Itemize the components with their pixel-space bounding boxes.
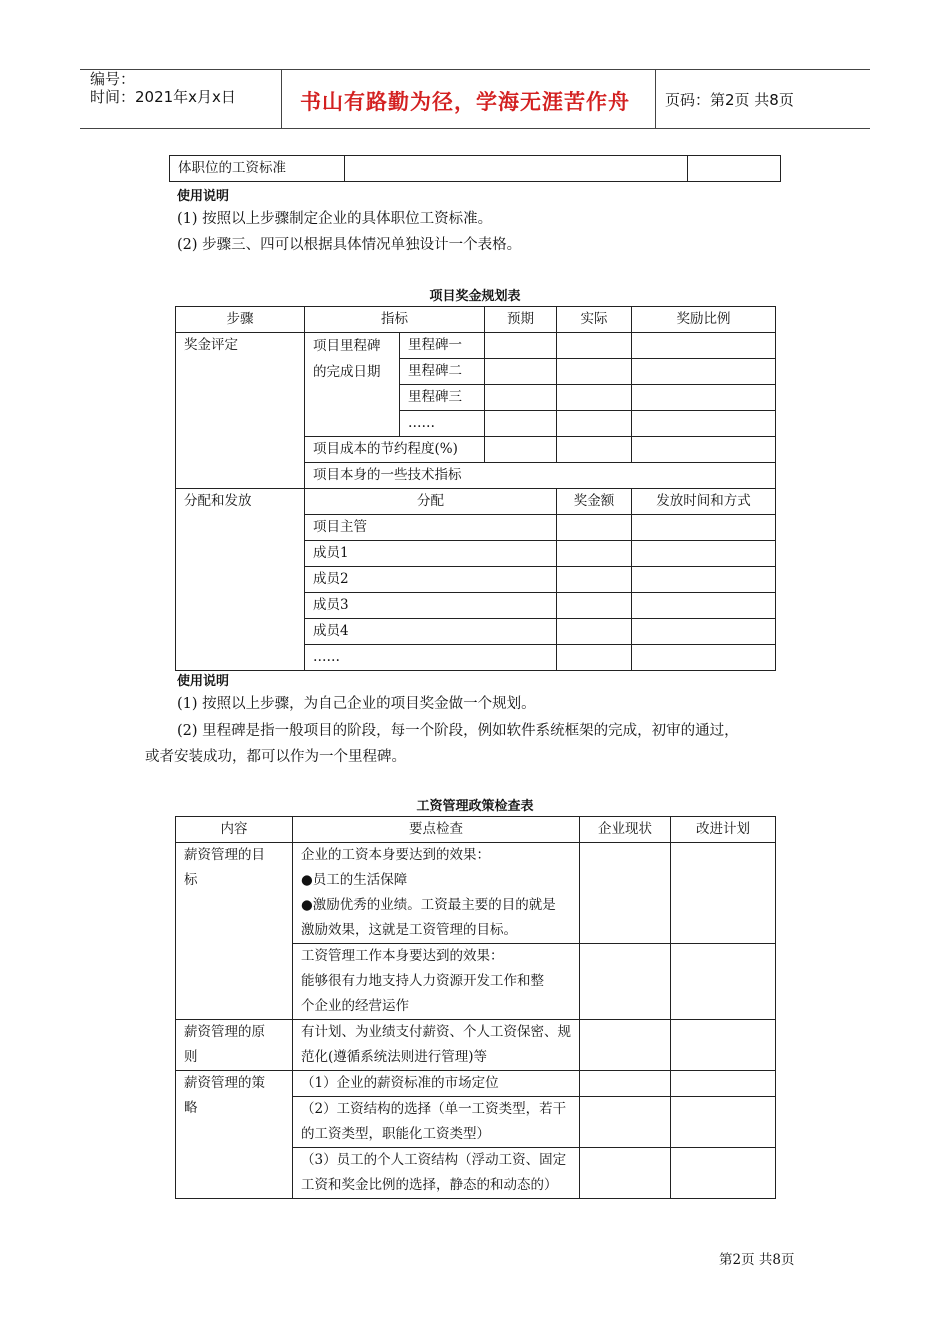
column-header: 发放时间和方式 — [632, 489, 776, 515]
header-divider — [281, 69, 282, 128]
column-header: 奖金额 — [557, 489, 632, 515]
usage-notes-title: 使用说明 — [177, 674, 230, 689]
policy-table-title: 工资管理政策检查表 — [416, 799, 534, 814]
milestone-label: …… — [400, 411, 485, 437]
column-header: 企业现状 — [580, 817, 671, 843]
member-label: 成员4 — [305, 619, 557, 645]
column-header: 分配 — [305, 489, 557, 515]
section-label: 奖金评定 — [176, 333, 305, 489]
table-cell — [688, 156, 781, 182]
column-header: 内容 — [176, 817, 293, 843]
doc-date-label: 时间：2021年x月x日 — [90, 88, 236, 106]
column-header: 奖励比例 — [632, 307, 776, 333]
member-label: 项目主管 — [305, 515, 557, 541]
column-header: 要点检查 — [293, 817, 580, 843]
salary-policy-table — [175, 816, 776, 1199]
content-cell: 薪资管理的目 标 — [176, 843, 293, 1020]
salary-standard-table — [169, 155, 781, 182]
column-header: 预期 — [485, 307, 557, 333]
column-header: 改进计划 — [671, 817, 776, 843]
milestone-label: 里程碑二 — [400, 359, 485, 385]
points-cell: 企业的工资本身要达到的效果： ●员工的生活保障 ●激励优秀的业绩。工资最主要的目的就是 激励效果，这就是工资管理的目标。 — [293, 843, 580, 944]
usage-note-item: (2) 步骤三、四可以根据具体情况单独设计一个表格。 — [177, 237, 522, 253]
footer-page-number: 第2页 共8页 — [719, 1252, 795, 1268]
column-header: 指标 — [305, 307, 485, 333]
points-cell: （3）员工的个人工资结构（浮动工资、固定 工资和奖金比例的选择，静态的和动态的） — [293, 1148, 580, 1199]
milestone-label: 里程碑三 — [400, 385, 485, 411]
indicator-label: 项目成本的节约程度(%) — [305, 437, 485, 463]
usage-note-item: (2) 里程碑是指一般项目的阶段，每一个阶段，例如软件系统框架的完成，初审的通过， — [177, 723, 739, 739]
milestone-group-label: 项目里程碑的完成日期 — [305, 333, 400, 437]
points-cell: （2）工资结构的选择（单一工资类型，若干 的工资类型，职能化工资类型） — [293, 1097, 580, 1148]
header-page-number: 页码：第2页 共8页 — [665, 91, 794, 109]
bonus-table-title: 项目奖金规划表 — [429, 289, 521, 304]
content-cell: 薪资管理的原 则 — [176, 1020, 293, 1071]
member-label: 成员2 — [305, 567, 557, 593]
member-label: 成员1 — [305, 541, 557, 567]
member-label: 成员3 — [305, 593, 557, 619]
header-motto: 书山有路勤为径，学海无涯苦作舟 — [300, 90, 630, 114]
column-header: 实际 — [557, 307, 632, 333]
indicator-label: 项目本身的一些技术指标 — [305, 463, 776, 489]
table-cell — [345, 156, 688, 182]
header-divider — [655, 69, 656, 128]
bonus-plan-table — [175, 306, 776, 671]
content-cell: 薪资管理的策 略 — [176, 1071, 293, 1199]
header-top-rule — [80, 69, 870, 70]
section-label: 分配和发放 — [176, 489, 305, 671]
points-cell: （1）企业的薪资标准的市场定位 — [293, 1071, 580, 1097]
usage-note-item: (1) 按照以上步骤，为自己企业的项目奖金做一个规划。 — [177, 696, 536, 712]
points-cell: 有计划、为业绩支付薪资、个人工资保密、规 范化(遵循系统法则进行管理)等 — [293, 1020, 580, 1071]
usage-note-item: (1) 按照以上步骤制定企业的具体职位工资标准。 — [177, 211, 493, 227]
member-label: …… — [305, 645, 557, 671]
column-header: 步骤 — [176, 307, 305, 333]
doc-code-label: 编号： — [90, 70, 136, 88]
table-cell: 体职位的工资标准 — [170, 156, 345, 182]
points-cell: 工资管理工作本身要达到的效果： 能够很有力地支持人力资源开发工作和整 个企业的经营运作 — [293, 944, 580, 1020]
milestone-label: 里程碑一 — [400, 333, 485, 359]
usage-note-item: 或者安装成功，都可以作为一个里程碑。 — [145, 749, 406, 765]
usage-notes-title: 使用说明 — [177, 189, 230, 204]
header-bottom-rule — [80, 128, 870, 129]
